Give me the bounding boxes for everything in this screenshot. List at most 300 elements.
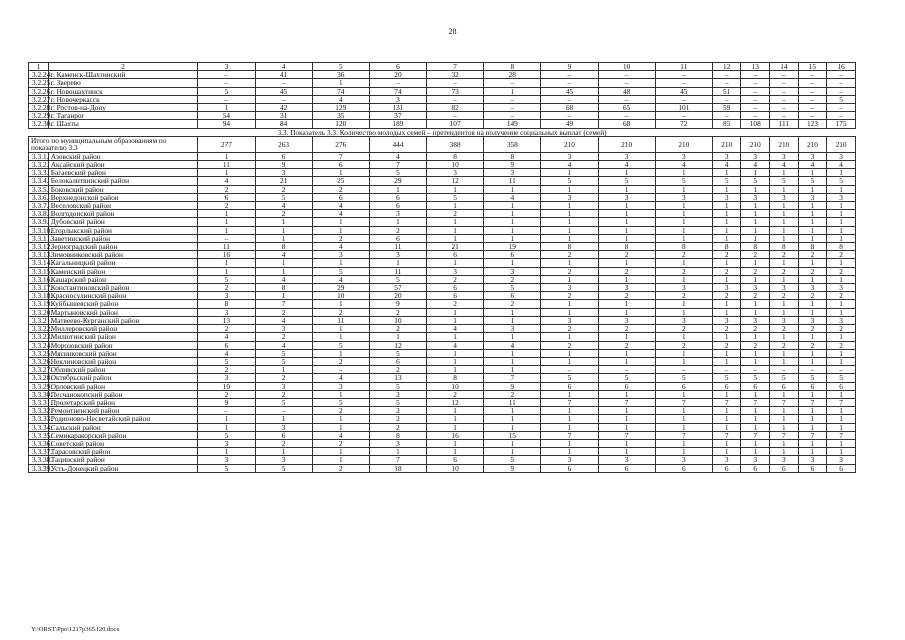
row-value: 1 bbox=[598, 439, 655, 447]
row-value: 1 bbox=[827, 333, 856, 341]
row-value: 1 bbox=[655, 448, 712, 456]
row-value: 1 bbox=[484, 448, 541, 456]
row-value: 6 bbox=[598, 464, 655, 472]
table-row bbox=[29, 243, 856, 251]
row-value: 1 bbox=[798, 423, 827, 431]
row-value: 1 bbox=[712, 415, 741, 423]
row-code: 3.2.29. bbox=[29, 112, 49, 120]
total-value: 210 bbox=[655, 136, 712, 152]
row-code: 3.3.26. bbox=[29, 357, 49, 365]
row-value: 48 bbox=[598, 87, 655, 95]
row-value: 2 bbox=[198, 284, 255, 292]
row-value: 2 bbox=[198, 366, 255, 374]
row-value: 5 bbox=[255, 349, 312, 357]
row-value: 1 bbox=[827, 390, 856, 398]
row-value: 1 bbox=[198, 210, 255, 218]
row-value: – bbox=[798, 79, 827, 87]
table-row bbox=[29, 275, 856, 283]
row-value: 1 bbox=[798, 448, 827, 456]
row-value: 1 bbox=[770, 202, 799, 210]
row-value: 3 bbox=[312, 251, 369, 259]
row-code: 3.2.26. bbox=[29, 87, 49, 95]
row-value: 74 bbox=[312, 87, 369, 95]
row-code: 3.3.13. bbox=[29, 251, 49, 259]
column-number: 1 bbox=[29, 63, 49, 71]
row-value: 1 bbox=[770, 259, 799, 267]
row-value: – bbox=[770, 112, 799, 120]
row-value: 2 bbox=[369, 325, 426, 333]
row-value: 1 bbox=[770, 415, 799, 423]
row-value: 1 bbox=[741, 226, 770, 234]
row-value: – bbox=[741, 112, 770, 120]
row-value: 4 bbox=[741, 161, 770, 169]
row-value: 6 bbox=[484, 251, 541, 259]
row-value: 1 bbox=[312, 169, 369, 177]
row-value: 2 bbox=[741, 341, 770, 349]
row-value: 1 bbox=[655, 259, 712, 267]
row-value: 3 bbox=[741, 284, 770, 292]
row-value: 3 bbox=[255, 325, 312, 333]
row-value: 1 bbox=[255, 292, 312, 300]
row-value: 1 bbox=[741, 415, 770, 423]
row-value: 1 bbox=[712, 357, 741, 365]
row-code: 3.3.29. bbox=[29, 382, 49, 390]
row-value: 31 bbox=[255, 112, 312, 120]
row-value: 85 bbox=[712, 120, 741, 128]
table-row bbox=[29, 177, 856, 185]
row-code: 3.3.27. bbox=[29, 366, 49, 374]
row-value: 5 bbox=[541, 177, 598, 185]
row-value: 5 bbox=[827, 95, 856, 103]
row-value: 5 bbox=[369, 398, 426, 406]
row-name: Сальский район bbox=[48, 423, 198, 431]
row-value: 1 bbox=[741, 333, 770, 341]
row-value: 7 bbox=[770, 431, 799, 439]
row-code: 3.3.1. bbox=[29, 152, 49, 160]
row-value: 2 bbox=[312, 407, 369, 415]
row-value: 3 bbox=[712, 193, 741, 201]
row-value: 1 bbox=[484, 218, 541, 226]
row-code: 3.3.8. bbox=[29, 210, 49, 218]
row-value: 8 bbox=[655, 243, 712, 251]
row-value: 1 bbox=[598, 210, 655, 218]
table-row bbox=[29, 325, 856, 333]
row-value: 2 bbox=[798, 292, 827, 300]
row-value: – bbox=[798, 112, 827, 120]
row-value: 1 bbox=[741, 259, 770, 267]
row-value: 1 bbox=[655, 439, 712, 447]
row-value: 3 bbox=[598, 456, 655, 464]
row-value: 2 bbox=[712, 292, 741, 300]
row-value: 1 bbox=[427, 226, 484, 234]
total-value: 210 bbox=[712, 136, 741, 152]
row-value: 108 bbox=[741, 120, 770, 128]
row-value: 3 bbox=[741, 456, 770, 464]
row-value: 2 bbox=[255, 308, 312, 316]
total-value: 210 bbox=[541, 136, 598, 152]
row-value: 1 bbox=[770, 234, 799, 242]
row-value: 8 bbox=[770, 243, 799, 251]
table-row bbox=[29, 202, 856, 210]
row-value: 7 bbox=[655, 398, 712, 406]
row-value: 5 bbox=[255, 193, 312, 201]
row-code: 3.3.32. bbox=[29, 407, 49, 415]
row-value: 6 bbox=[427, 284, 484, 292]
row-value: 2 bbox=[798, 325, 827, 333]
row-name: Веселовский район bbox=[48, 202, 198, 210]
row-value: 2 bbox=[541, 267, 598, 275]
row-value: 29 bbox=[312, 284, 369, 292]
table-row bbox=[29, 366, 856, 374]
row-value: 3 bbox=[484, 325, 541, 333]
row-value: 1 bbox=[484, 407, 541, 415]
row-value: 7 bbox=[369, 161, 426, 169]
section-title: 3.3. Показатель 3.3. Количество молодых семей – претендентов на получение социальных выплат (семей) bbox=[29, 128, 856, 136]
row-value: 8 bbox=[427, 374, 484, 382]
row-value: 3 bbox=[655, 152, 712, 160]
row-value: 5 bbox=[827, 374, 856, 382]
row-value: 13 bbox=[198, 316, 255, 324]
row-value: 1 bbox=[427, 349, 484, 357]
row-name: г. Таганрог bbox=[48, 112, 198, 120]
row-value: 1 bbox=[712, 333, 741, 341]
row-value: 5 bbox=[827, 177, 856, 185]
row-name: Обливский район bbox=[48, 366, 198, 374]
row-value: – bbox=[655, 95, 712, 103]
row-value: 3 bbox=[770, 284, 799, 292]
row-value: – bbox=[369, 79, 426, 87]
table-row bbox=[29, 415, 856, 423]
table-row bbox=[29, 407, 856, 415]
row-value: 3 bbox=[598, 152, 655, 160]
row-value: 1 bbox=[741, 169, 770, 177]
row-value: 15 bbox=[484, 431, 541, 439]
row-value: 2 bbox=[598, 341, 655, 349]
row-value: – bbox=[484, 95, 541, 103]
total-value: 210 bbox=[827, 136, 856, 152]
row-value: 4 bbox=[255, 251, 312, 259]
row-value: 1 bbox=[198, 415, 255, 423]
row-name: Аксайский район bbox=[48, 161, 198, 169]
row-name: г. Каменск-Шахтинский bbox=[48, 71, 198, 79]
row-value: – bbox=[741, 95, 770, 103]
row-value: – bbox=[827, 112, 856, 120]
row-code: 3.3.37. bbox=[29, 448, 49, 456]
row-value: 3 bbox=[798, 284, 827, 292]
row-value: 3 bbox=[712, 316, 741, 324]
row-value: – bbox=[798, 71, 827, 79]
row-value: 1 bbox=[712, 308, 741, 316]
row-value: 1 bbox=[827, 357, 856, 365]
table-row bbox=[29, 308, 856, 316]
row-value: 2 bbox=[198, 325, 255, 333]
row-value: 82 bbox=[427, 104, 484, 112]
row-name: Ремонтненский район bbox=[48, 407, 198, 415]
column-number: 10 bbox=[598, 63, 655, 71]
row-value: 1 bbox=[770, 308, 799, 316]
row-value: 1 bbox=[255, 415, 312, 423]
row-value: 1 bbox=[598, 407, 655, 415]
row-name: Куйбышевский район bbox=[48, 300, 198, 308]
row-value: 2 bbox=[541, 341, 598, 349]
row-value: 6 bbox=[741, 382, 770, 390]
row-value: 1 bbox=[827, 185, 856, 193]
row-value: 1 bbox=[798, 169, 827, 177]
row-value: 6 bbox=[369, 193, 426, 201]
row-value: 2 bbox=[770, 251, 799, 259]
row-value: 2 bbox=[369, 423, 426, 431]
row-value: 3 bbox=[427, 169, 484, 177]
row-value: – bbox=[798, 104, 827, 112]
row-value: 1 bbox=[827, 226, 856, 234]
row-value: 1 bbox=[312, 325, 369, 333]
table-row bbox=[29, 104, 856, 112]
row-value: 1 bbox=[712, 185, 741, 193]
row-value: 4 bbox=[427, 325, 484, 333]
total-value: 388 bbox=[427, 136, 484, 152]
column-number: 11 bbox=[655, 63, 712, 71]
row-value: 1 bbox=[741, 423, 770, 431]
table-row bbox=[29, 448, 856, 456]
row-value: 84 bbox=[255, 120, 312, 128]
row-value: 1 bbox=[484, 202, 541, 210]
row-value: 2 bbox=[541, 292, 598, 300]
row-value: 1 bbox=[541, 349, 598, 357]
row-value: – bbox=[541, 366, 598, 374]
row-code: 3.3.33. bbox=[29, 415, 49, 423]
row-value: 1 bbox=[770, 448, 799, 456]
row-value: 8 bbox=[741, 243, 770, 251]
row-value: 1 bbox=[484, 349, 541, 357]
row-code: 3.3.4. bbox=[29, 177, 49, 185]
row-value: 2 bbox=[312, 464, 369, 472]
column-number: 15 bbox=[798, 63, 827, 71]
row-name: г. Зверево bbox=[48, 79, 198, 87]
row-value: 3 bbox=[798, 316, 827, 324]
row-value: 9 bbox=[484, 382, 541, 390]
row-value: 6 bbox=[198, 341, 255, 349]
row-value: 5 bbox=[741, 177, 770, 185]
row-value: 1 bbox=[427, 259, 484, 267]
row-name: г. Шахты bbox=[48, 120, 198, 128]
row-value: 120 bbox=[312, 120, 369, 128]
row-value: 68 bbox=[541, 104, 598, 112]
row-value: 1 bbox=[712, 390, 741, 398]
row-value: 10 bbox=[369, 316, 426, 324]
row-value: 2 bbox=[655, 251, 712, 259]
row-value: 1 bbox=[770, 185, 799, 193]
row-code: 3.3.17. bbox=[29, 284, 49, 292]
row-value: 131 bbox=[369, 104, 426, 112]
row-value: 3 bbox=[741, 152, 770, 160]
row-value: 45 bbox=[255, 87, 312, 95]
row-code: 3.3.6. bbox=[29, 193, 49, 201]
row-value: 3 bbox=[484, 267, 541, 275]
row-value: – bbox=[541, 79, 598, 87]
row-value: – bbox=[798, 87, 827, 95]
row-value: 3 bbox=[369, 439, 426, 447]
row-value: 1 bbox=[598, 218, 655, 226]
row-value: 1 bbox=[598, 357, 655, 365]
row-value: 3 bbox=[798, 193, 827, 201]
row-name: Тацинский район bbox=[48, 456, 198, 464]
row-value: 6 bbox=[798, 464, 827, 472]
row-value: 11 bbox=[369, 267, 426, 275]
row-value: 1 bbox=[427, 439, 484, 447]
row-value: 1 bbox=[712, 226, 741, 234]
row-value: 4 bbox=[798, 161, 827, 169]
row-value: 3 bbox=[312, 382, 369, 390]
row-value: 3 bbox=[598, 316, 655, 324]
row-name: Азовский район bbox=[48, 152, 198, 160]
row-value: 1 bbox=[484, 415, 541, 423]
row-value: 1 bbox=[369, 448, 426, 456]
row-value: 2 bbox=[198, 185, 255, 193]
row-value: 12 bbox=[427, 398, 484, 406]
row-value: 5 bbox=[198, 431, 255, 439]
row-value: 1 bbox=[312, 259, 369, 267]
row-code: 3.2.30. bbox=[29, 120, 49, 128]
row-value: 1 bbox=[798, 308, 827, 316]
row-value: 11 bbox=[484, 398, 541, 406]
total-value: 210 bbox=[798, 136, 827, 152]
row-value: 3 bbox=[484, 169, 541, 177]
row-value: 7 bbox=[598, 431, 655, 439]
row-code: 3.3.22. bbox=[29, 325, 49, 333]
row-value: 5 bbox=[798, 177, 827, 185]
row-value: 3 bbox=[598, 284, 655, 292]
row-value: 4 bbox=[312, 243, 369, 251]
row-value: 6 bbox=[198, 193, 255, 201]
row-value: 3 bbox=[541, 316, 598, 324]
row-value: 59 bbox=[712, 104, 741, 112]
row-value: 3 bbox=[798, 152, 827, 160]
row-value: 1 bbox=[655, 357, 712, 365]
row-value: 5 bbox=[770, 374, 799, 382]
row-value: 3 bbox=[541, 193, 598, 201]
row-value: 7 bbox=[598, 398, 655, 406]
row-value: 5 bbox=[427, 193, 484, 201]
row-value: 7 bbox=[827, 398, 856, 406]
row-value: 5 bbox=[369, 382, 426, 390]
row-value: 1 bbox=[312, 456, 369, 464]
table-row bbox=[29, 456, 856, 464]
page-number: 28 bbox=[448, 27, 457, 36]
row-value: 1 bbox=[827, 423, 856, 431]
row-name: Верхнедонской район bbox=[48, 193, 198, 201]
table-row bbox=[29, 341, 856, 349]
row-code: 3.3.35. bbox=[29, 431, 49, 439]
row-value: 3 bbox=[598, 193, 655, 201]
row-value: 2 bbox=[255, 210, 312, 218]
row-value: – bbox=[541, 95, 598, 103]
row-value: 7 bbox=[712, 398, 741, 406]
row-value: 2 bbox=[827, 251, 856, 259]
row-value: 1 bbox=[369, 185, 426, 193]
row-value: 2 bbox=[312, 234, 369, 242]
column-number: 14 bbox=[770, 63, 799, 71]
row-name: Егорлыкский район bbox=[48, 226, 198, 234]
row-value: 1 bbox=[712, 210, 741, 218]
row-value: 49 bbox=[541, 120, 598, 128]
row-value: – bbox=[598, 71, 655, 79]
row-value: – bbox=[427, 112, 484, 120]
row-value: 7 bbox=[255, 300, 312, 308]
row-value: 8 bbox=[255, 243, 312, 251]
row-value: 19 bbox=[484, 243, 541, 251]
row-value: 1 bbox=[655, 210, 712, 218]
row-value: 2 bbox=[255, 390, 312, 398]
row-name: Орловский район bbox=[48, 382, 198, 390]
row-value: 6 bbox=[541, 464, 598, 472]
row-value: 1 bbox=[598, 169, 655, 177]
row-value: – bbox=[827, 71, 856, 79]
table-row bbox=[29, 390, 856, 398]
row-value: 1 bbox=[655, 415, 712, 423]
row-value: 65 bbox=[598, 104, 655, 112]
row-name: Волгодонской район bbox=[48, 210, 198, 218]
row-value: 1 bbox=[770, 390, 799, 398]
indicator-table bbox=[28, 62, 856, 473]
row-value: 1 bbox=[827, 448, 856, 456]
row-value: 4 bbox=[255, 202, 312, 210]
row-value: 4 bbox=[198, 333, 255, 341]
row-value: 3 bbox=[712, 152, 741, 160]
row-value: 1 bbox=[198, 423, 255, 431]
row-value: 5 bbox=[255, 464, 312, 472]
row-value: 2 bbox=[770, 325, 799, 333]
row-code: 3.3.25. bbox=[29, 349, 49, 357]
row-value: 2 bbox=[312, 185, 369, 193]
row-code: 3.3.11. bbox=[29, 234, 49, 242]
row-value: 1 bbox=[312, 300, 369, 308]
column-number: 6 bbox=[369, 63, 426, 71]
row-code: 3.3.5. bbox=[29, 185, 49, 193]
column-number: 13 bbox=[741, 63, 770, 71]
row-value: 1 bbox=[827, 275, 856, 283]
row-value: 1 bbox=[198, 104, 255, 112]
row-value: 2 bbox=[255, 439, 312, 447]
row-value: 1 bbox=[655, 349, 712, 357]
row-value: 3 bbox=[655, 284, 712, 292]
row-value: 1 bbox=[712, 439, 741, 447]
row-value: 8 bbox=[484, 152, 541, 160]
row-value: 1 bbox=[312, 218, 369, 226]
total-row bbox=[29, 136, 856, 152]
table-row bbox=[29, 284, 856, 292]
row-value: 4 bbox=[312, 210, 369, 218]
row-value: 1 bbox=[369, 218, 426, 226]
row-value: 3 bbox=[827, 152, 856, 160]
row-value: 1 bbox=[770, 210, 799, 218]
row-value: 1 bbox=[541, 226, 598, 234]
row-value: 1 bbox=[741, 407, 770, 415]
row-value: 1 bbox=[712, 275, 741, 283]
row-value: 1 bbox=[484, 226, 541, 234]
row-value: 3 bbox=[655, 456, 712, 464]
row-value: 1 bbox=[427, 357, 484, 365]
table-row bbox=[29, 234, 856, 242]
row-value: 3 bbox=[655, 193, 712, 201]
row-value: 1 bbox=[427, 366, 484, 374]
row-value: 1 bbox=[484, 366, 541, 374]
row-value: 1 bbox=[712, 300, 741, 308]
row-value: 2 bbox=[712, 251, 741, 259]
row-value: 2 bbox=[770, 341, 799, 349]
row-value: 3 bbox=[770, 456, 799, 464]
row-value: 10 bbox=[427, 161, 484, 169]
row-code: 3.3.19. bbox=[29, 300, 49, 308]
